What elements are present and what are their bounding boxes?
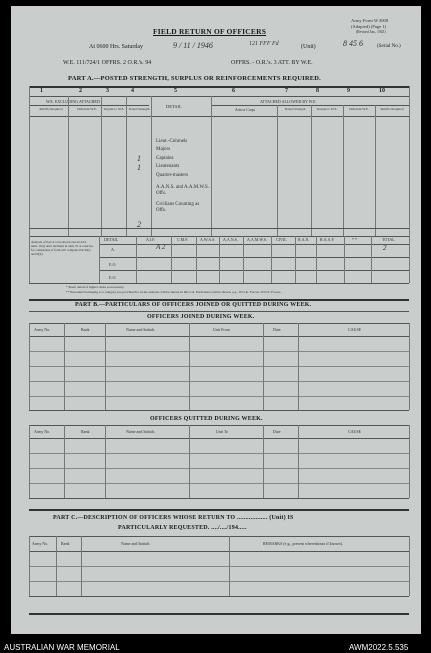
analysis-col: DETAIL bbox=[104, 237, 119, 242]
joined-col-unit-from: Unit From bbox=[213, 327, 230, 332]
rank-aans-aamws: A.A.N.S. and A.A.M.W.S. Offs. bbox=[156, 185, 210, 196]
joined-col-army-no: Army No. bbox=[34, 327, 51, 332]
serial-number: 8 45 6 bbox=[343, 39, 363, 48]
sub-header-arm-corps: Arm or Corps bbox=[235, 108, 255, 112]
archive-id: AWM2022.5.535 bbox=[349, 643, 409, 652]
quitted-col-cause: CAUSE bbox=[348, 429, 362, 434]
we-excluding-header: W.E. EXCLUDING ATTACHED bbox=[46, 99, 100, 104]
sub-header-deficient: Deficient W.E. bbox=[77, 107, 97, 111]
posted-lieutenants: 1 bbox=[137, 163, 141, 172]
serial-label: (Serial No.) bbox=[377, 44, 401, 49]
analysis-col: R.A.N. bbox=[298, 237, 310, 242]
col-number: 5 bbox=[174, 88, 177, 94]
col-number: 2 bbox=[79, 88, 82, 94]
sub-header-reinf-right: Reinf'ts Required bbox=[380, 107, 404, 111]
offrs-att-line: OFFRS. - O.R.'s. 3 ATT. BY W.E. bbox=[231, 60, 313, 66]
col-number: 1 bbox=[40, 88, 43, 94]
joined-col-date: Date bbox=[273, 327, 281, 332]
army-form-number: Army Form W.3008 bbox=[351, 18, 389, 23]
col-number: 7 bbox=[285, 88, 288, 94]
analysis-aif-value: A 2 bbox=[156, 243, 166, 251]
return-date: 9 / 11 / 1946 bbox=[173, 41, 213, 50]
analysis-col: TOTAL bbox=[382, 237, 395, 242]
analysis-total-value: 2 bbox=[383, 244, 387, 252]
document-page bbox=[11, 6, 421, 634]
partc-col-rank: Rank bbox=[61, 541, 70, 546]
partc-col-army-no: Army No. bbox=[32, 541, 49, 546]
analysis-col: A.W.A.S. bbox=[200, 237, 216, 242]
quitted-col-date: Date bbox=[273, 429, 281, 434]
we-offrs-line: W.E. 111/724/1 OFFRS. 2 O.R.'s. 94 bbox=[63, 60, 152, 66]
part-c-subtitle: PARTICULARLY REQUESTED. ..../..../194..... bbox=[118, 525, 247, 531]
col-number: 8 bbox=[316, 88, 319, 94]
col-number: 6 bbox=[232, 88, 235, 94]
quitted-col-name: Name and Initials bbox=[126, 429, 155, 434]
part-a-title: PART A.—POSTED STRENGTH, SURPLUS OR REINFORCEMENTS REQUIRED. bbox=[68, 75, 321, 82]
sub-header-deficient-right: Deficient W.E. bbox=[349, 107, 369, 111]
analysis-col: * * bbox=[352, 237, 357, 242]
col-number: 3 bbox=[106, 88, 109, 94]
rank-lieut-colonels: Lieut.-Colonels bbox=[156, 139, 188, 144]
archive-name: AUSTRALIAN WAR MEMORIAL bbox=[4, 643, 120, 652]
quitted-title: OFFICERS QUITTED DURING WEEK. bbox=[150, 416, 263, 422]
form-title: FIELD RETURN OF OFFICERS bbox=[153, 27, 267, 36]
partc-col-remarks: REMARKS (e.g., present whereabouts if known). bbox=[263, 541, 343, 546]
sub-header-posted-right: Posted Strength bbox=[284, 107, 306, 111]
at-hours-label: At 0600 Hrs. Saturday bbox=[89, 44, 143, 50]
joined-col-name: Name and Initials bbox=[126, 327, 155, 332]
sub-header-posted: Posted Strength bbox=[128, 107, 150, 111]
analysis-row-label: A. bbox=[111, 247, 115, 252]
part-b-title: PART B.—PARTICULARS OF OFFICERS JOINED OR QUITTED DURING WEEK. bbox=[75, 302, 312, 308]
sub-header-surplus-right: Surplus to W.E. bbox=[316, 107, 338, 111]
joined-col-rank: Rank bbox=[81, 327, 90, 332]
army-form-revised: (Revised Jan., 1943) bbox=[356, 30, 386, 34]
analysis-note: Analysis of Part A to be shown also in ALL units. Only units included in rank, W or reserves for completion of form will complete Part II(i) and II(ii). bbox=[31, 240, 93, 256]
archive-footer bbox=[0, 641, 431, 653]
analysis-row-label: E.O. bbox=[109, 275, 117, 280]
footnote-1: * Insert detail of higher ranks as necessary. bbox=[66, 285, 125, 289]
analysis-row-label: E.O. bbox=[109, 262, 117, 267]
analysis-col: R.A.A.F. bbox=[320, 237, 335, 242]
posted-captains: 1 bbox=[137, 154, 141, 163]
col-number: 4 bbox=[131, 88, 134, 94]
joined-col-cause: CAUSE bbox=[348, 327, 362, 332]
rank-quarter-masters: Quarter-masters bbox=[156, 173, 189, 178]
partc-col-name: Name and Initials bbox=[121, 541, 150, 546]
rank-captains: Captains bbox=[156, 156, 174, 161]
posted-total: 2 bbox=[137, 220, 141, 229]
col-number: 9 bbox=[347, 88, 350, 94]
footnote-2: ** Personnel belonging to a category not provided for in the analysis will be shown in this Col. Particulars will be shown, e.g., W.U.K. Forces, W.N.Z. Forces. bbox=[66, 290, 282, 294]
quitted-col-unit-to: Unit To bbox=[216, 429, 229, 434]
quitted-col-army-no: Army No. bbox=[34, 429, 51, 434]
attached-allowed-header: ATTACHED ALLOWED BY W.E. bbox=[260, 99, 317, 104]
analysis-col: A.A.N.S. bbox=[223, 237, 238, 242]
army-form-adapted: (Adapted) (Page 1) bbox=[351, 24, 387, 29]
analysis-col: A.I.F. bbox=[146, 237, 156, 242]
part-c-title: PART C.—DESCRIPTION OF OFFICERS WHOSE RETURN TO .................. (Unit) IS bbox=[53, 515, 294, 521]
detail-header: DETAIL bbox=[166, 104, 182, 109]
col-number: 10 bbox=[379, 88, 385, 94]
sub-header-surplus: Surplus to W.E. bbox=[103, 107, 125, 111]
analysis-col: A.A.M.W.S. bbox=[247, 237, 267, 242]
quitted-col-rank: Rank bbox=[81, 429, 90, 434]
unit-name: 121 FFF Fd bbox=[249, 41, 279, 47]
sub-header-reinf: Reinf'ts Required bbox=[39, 107, 63, 111]
rank-majors: Majors bbox=[156, 147, 171, 152]
analysis-col: C.M.F. bbox=[177, 237, 189, 242]
unit-label: (Unit) bbox=[301, 44, 316, 50]
joined-title: OFFICERS JOINED DURING WEEK. bbox=[147, 314, 255, 320]
rank-lieutenants: Lieutenants bbox=[156, 164, 180, 169]
rank-civilians: Civilians Counting as Offs. bbox=[156, 202, 200, 213]
analysis-col: CIVIL bbox=[276, 237, 287, 242]
